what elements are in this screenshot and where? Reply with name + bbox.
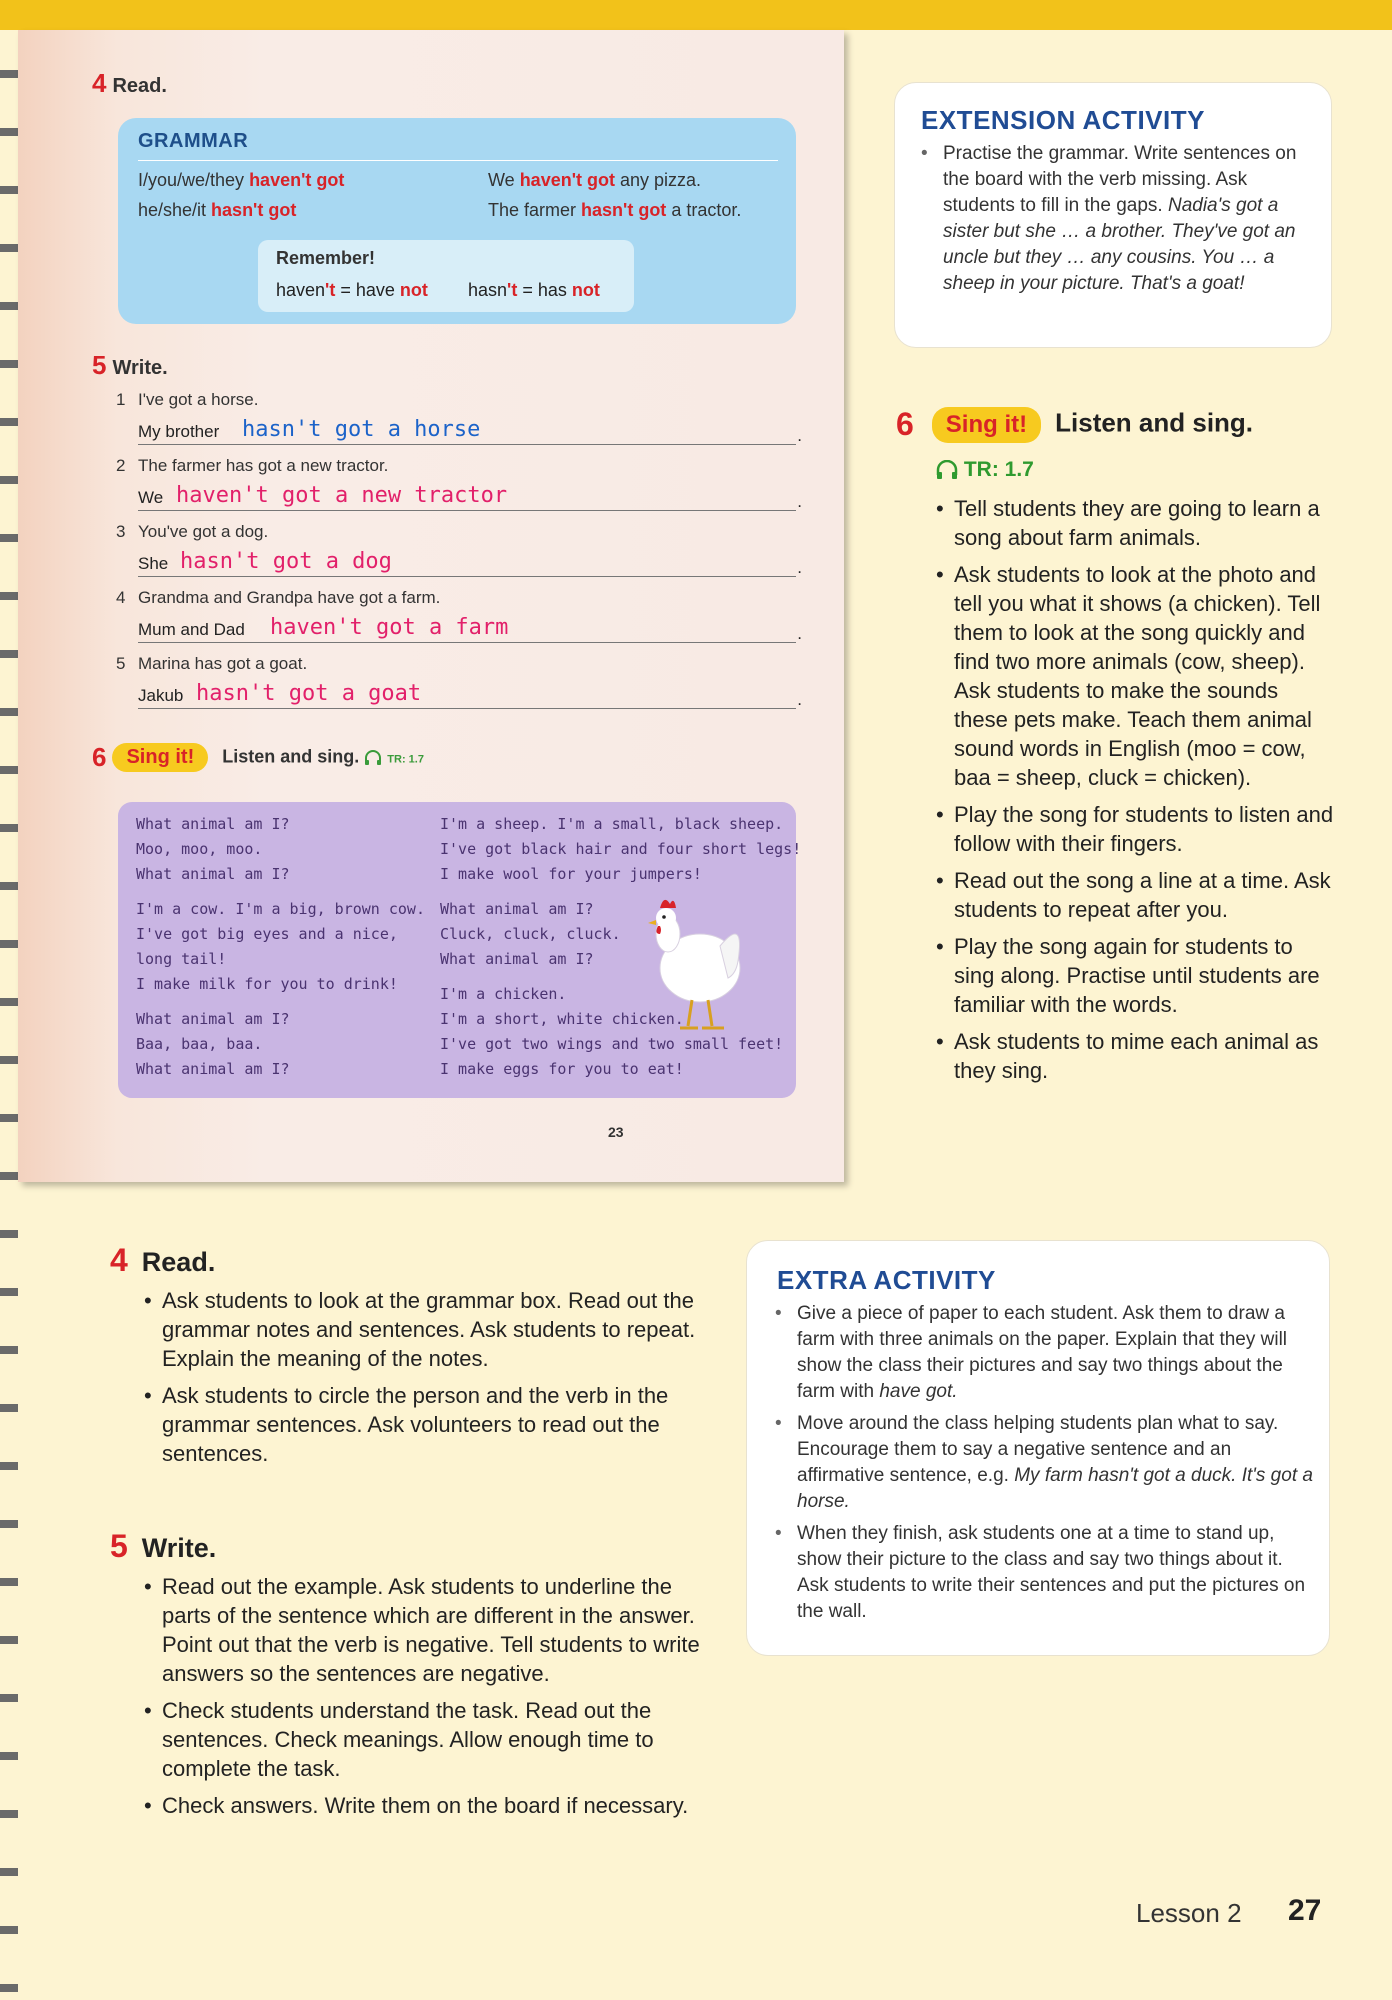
remember-line: hasn't = has not	[468, 280, 600, 300]
headphones-icon	[364, 750, 382, 766]
answer-text: hasn't got a horse	[242, 417, 481, 442]
extra-title: EXTRA ACTIVITY	[777, 1265, 996, 1295]
sing-it-badge: Sing it!	[932, 407, 1041, 443]
extra-bullet: • Give a piece of paper to each student. Ask them to draw a farm with three animals on the paper. Explain that they will show the class their pictures and say two things about the farm with have got.	[773, 1301, 1313, 1405]
write-prompt: 3 You've got a dog.	[116, 522, 269, 541]
teacher-sing-bullet: • Ask students to look at the photo and tell you what it shows (a chicken). Tell them to look at the song quickly and find two more animals (cow, sheep). Ask students to make the sounds these pets make. Teach them animal sound words in English (moo = cow, baa = sheep, cluck = chicken).	[936, 560, 1336, 792]
grammar-line: he/she/it hasn't got	[138, 200, 297, 220]
grammar-example: We haven't got any pizza.	[488, 170, 702, 190]
write-prompt: 4 Grandma and Grandpa have got a farm.	[116, 588, 441, 607]
song-column-right: I'm a sheep. I'm a small, black sheep. I've got black hair and four short legs! I make wool for your jumpers! What animal am I? Cluck, cluck, cluck. What animal am I? I'm a chicken. I'm a short, white chicken. I've got two wings and two small feet! I make eggs for you to eat!	[440, 815, 802, 1078]
sing-it-badge: Sing it!	[112, 743, 208, 772]
write-answer-line[interactable]: My brother hasn't got a horse .	[138, 414, 796, 445]
teacher-sing-bullet: • Play the song again for students to sing along. Practise until students are familiar with the words.	[936, 932, 1336, 1019]
teacher-sing-bullet: • Tell students they are going to learn a song about farm animals.	[936, 494, 1336, 552]
answer-text: haven't got a farm	[270, 615, 509, 640]
headphones-icon	[936, 460, 958, 480]
teacher-write-list	[144, 1572, 704, 1828]
teacher-sing-bullet: • Play the song for students to listen and follow with their fingers.	[936, 800, 1336, 858]
exercise-4-heading: 4 Read.	[92, 68, 167, 98]
answer-text: hasn't got a goat	[196, 681, 422, 706]
page-number: 27	[1288, 1894, 1322, 1927]
spiral-binding	[0, 30, 18, 2000]
song-column-left: What animal am I? Moo, moo, moo. What animal am I? I'm a cow. I'm a big, brown cow. I've got big eyes and a nice, long tail! I make milk for you to drink! What animal am I? Baa, baa, baa. What animal am I?	[136, 815, 425, 1078]
write-answer-line[interactable]: She hasn't got a dog .	[138, 546, 796, 577]
teacher-read-list	[144, 1286, 704, 1476]
remember-line: haven't = have not	[276, 280, 428, 300]
grammar-line: I/you/we/they haven't got	[138, 170, 345, 190]
teacher-sing-list	[936, 494, 1336, 1093]
teacher-read-bullet: • Ask students to circle the person and the verb in the grammar sentences. Ask volunteers to read out the sentences.	[144, 1381, 704, 1468]
extra-bullet: • When they finish, ask students one at a time to stand up, show their picture to the class and say two things about it. Ask students to write their sentences and put the pictures on the wall.	[773, 1521, 1313, 1625]
grammar-rule	[138, 160, 778, 161]
write-prompt: 2 The farmer has got a new tractor.	[116, 456, 389, 475]
write-answer-line[interactable]: Jakub hasn't got a goat .	[138, 678, 796, 709]
song-lyrics-box	[118, 802, 802, 1098]
track-label: TR: 1.7	[936, 458, 1034, 482]
exercise-6-heading: 6 Sing it! Listen and sing. TR: 1.7	[92, 742, 424, 772]
exercise-5-heading: 5 Write.	[92, 350, 168, 380]
teacher-read-bullet: • Ask students to look at the grammar box. Read out the grammar notes and sentences. Ask students to repeat. Explain the meaning of the notes.	[144, 1286, 704, 1373]
teacher-write-bullet: • Check answers. Write them on the board if necessary.	[144, 1791, 704, 1820]
teacher-sing-heading: 6 Sing it! Listen and sing.	[896, 406, 1254, 442]
answer-text: haven't got a new tractor	[176, 483, 508, 508]
teacher-write-heading: 5 Write.	[110, 1528, 217, 1564]
teacher-read-heading: 4 Read.	[110, 1242, 216, 1278]
remember-box: Remember! haven't = have not hasn't = has not	[258, 240, 634, 312]
top-color-bar	[0, 0, 1392, 30]
teacher-write-bullet: • Read out the example. Ask students to underline the parts of the sentence which are different in the answer. Point out that the verb is negative. Tell students to write answers so the sentences are negative.	[144, 1572, 704, 1688]
write-prompt: 5 Marina has got a goat.	[116, 654, 308, 673]
chicken-photo	[640, 886, 760, 1036]
teacher-sing-bullet: • Read out the song a line at a time. Ask students to repeat after you.	[936, 866, 1336, 924]
extra-activity-card	[746, 1240, 1330, 1656]
extra-bullet: • Move around the class helping students plan what to say. Encourage them to say a negative sentence and an affirmative sentence, e.g. My farm hasn't got a duck. It's got a horse.	[773, 1411, 1313, 1515]
grammar-box	[118, 118, 796, 324]
grammar-example: The farmer hasn't got a tractor.	[488, 200, 742, 220]
write-answer-line[interactable]: We haven't got a new tractor .	[138, 480, 796, 511]
write-prompt: 1 I've got a horse.	[116, 390, 259, 409]
student-page-number: 23	[608, 1124, 624, 1140]
extension-activity-card	[894, 82, 1332, 348]
lesson-label: Lesson 2	[1136, 1898, 1242, 1928]
teacher-sing-bullet: • Ask students to mime each animal as they sing.	[936, 1027, 1336, 1085]
write-answer-line[interactable]: Mum and Dad haven't got a farm .	[138, 612, 796, 643]
answer-text: hasn't got a dog	[180, 549, 392, 574]
extension-bullet: • Practise the grammar. Write sentences on the board with the verb missing. Ask students to fill in the gaps. Nadia's got a sister but she … a brother. They've got an uncle but they … any cousins. You … a sheep in your picture. That's a goat!	[919, 141, 1319, 297]
student-book-page	[18, 30, 844, 1182]
grammar-title: GRAMMAR	[138, 130, 249, 152]
teacher-write-bullet: • Check students understand the task. Read out the sentences. Check meanings. Allow enough time to complete the task.	[144, 1696, 704, 1783]
extension-title: EXTENSION ACTIVITY	[921, 105, 1205, 135]
